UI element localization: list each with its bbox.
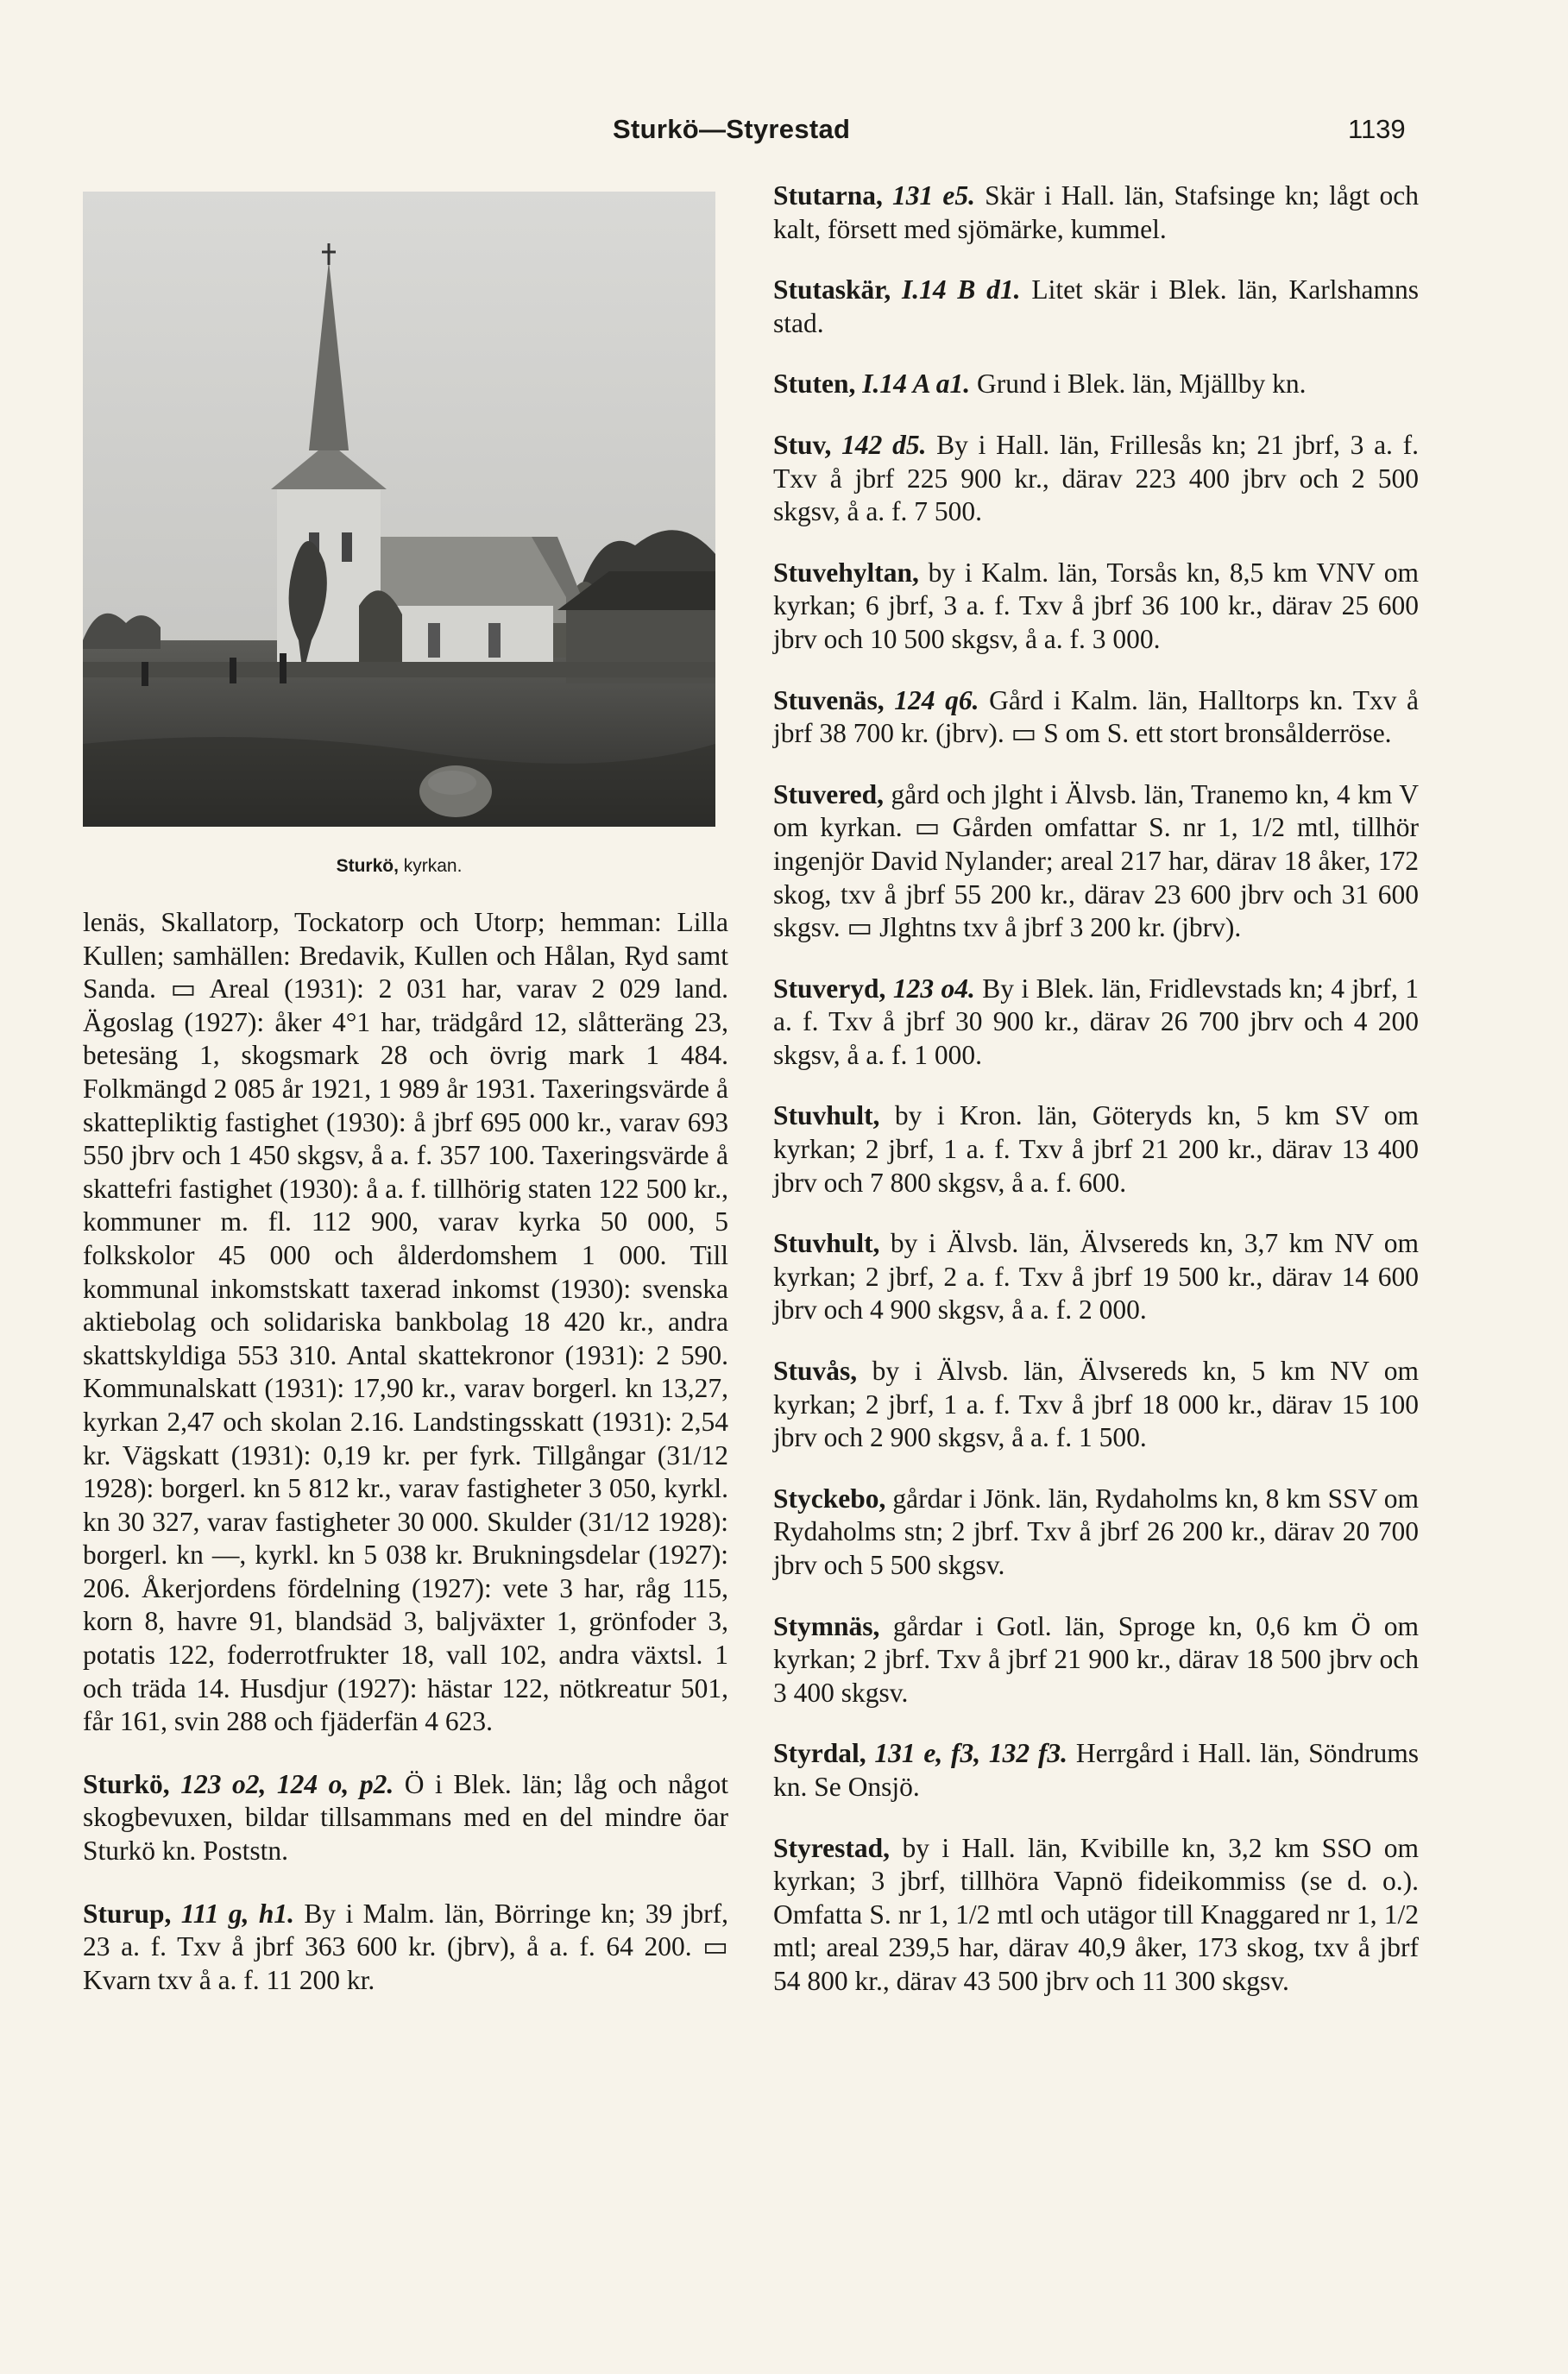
entry-text: Litet skär i Blek. län, Karlshamns stad.: [773, 274, 1420, 338]
caption-place: Sturkö,: [336, 856, 399, 876]
entry-stuvhult-alvsb: [773, 1227, 1419, 1327]
entry-text: Grund i Blek. län, Mjällby kn.: [977, 368, 1307, 400]
caption-subject: kyrkan.: [403, 856, 463, 876]
entry-stuvas: [773, 1355, 1419, 1455]
entry-text: by i Kron. län, Göteryds kn, 5 km SV om kyrkan; 2 jbrf, 1 a. f. Txv å jbrf 21 200 kr., därav 13 400 jbrv och 7 800 skgsv, å a. f. 600.: [773, 1100, 1419, 1198]
left-column: [83, 906, 728, 2026]
entry-headword: Stutaskär,: [773, 274, 891, 305]
entry-styckebo: [773, 1483, 1419, 1583]
entry-text: Herrgård i Hall. län, Söndrums kn. Se Onsjö.: [773, 1738, 1419, 1802]
entry-text: gårdar i Gotl. län, Sproge kn, 0,6 km Ö om kyrkan; 2 jbrf. Txv å jbrf 21 900 kr., därav 18 500 jbrv och 3 400 skgsv.: [773, 1610, 1420, 1708]
entry-map-ref: 111 g, h1.: [180, 1898, 295, 1929]
entry-stuvehyltan: [773, 557, 1419, 657]
page-number: 1139: [1348, 114, 1406, 144]
entry-text: By i Malm. län, Börringe kn; 39 jbrf, 23 a. f. Txv å jbrf 363 600 kr. (jbrv), å a. f. 64 200. ▭ Kvarn txv å a. f. 11 200 kr.: [83, 1898, 728, 1995]
entry-text: by i Kalm. län, Torsås kn, 8,5 km VNV om kyrkan; 6 jbrf, 3 a. f. Txv å jbrf 36 100 kr., därav 25 600 jbrv och 10 500 skgsv, å a. f. 3 000.: [773, 557, 1419, 654]
entry-stuvenas: [773, 684, 1419, 751]
entry-map-ref: 123 o2, 124 o, p2.: [180, 1768, 394, 1799]
entry-stutarna: [773, 179, 1419, 246]
entry-sturup: [83, 1898, 728, 1998]
entry-styrdal: [773, 1737, 1419, 1804]
entry-headword: Stuvered,: [773, 778, 885, 809]
entry-stuvhult-kron: [773, 1099, 1419, 1200]
entry-headword: Stuten,: [773, 368, 856, 400]
church-photograph: [83, 192, 715, 827]
entry-text: Skär i Hall. län, Stafsinge kn; lågt och kalt, försett med sjömärke, kummel.: [773, 180, 1419, 244]
entry-text: Gård i Kalm. län, Halltorps kn. Txv å jbrf 38 700 kr. (jbrv). ▭ S om S. ett stort bronsålderröse.: [773, 684, 1420, 749]
entry-stuten: [773, 368, 1419, 401]
entry-text: gårdar i Jönk. län, Rydaholms kn, 8 km SSV om Rydaholms stn; 2 jbrf. Txv å jbrf 26 200 kr., därav 20 700 jbrv och 5 500 skgsv.: [773, 1483, 1420, 1580]
entry-map-ref: 131 e, f3, 132 f3.: [874, 1738, 1068, 1769]
running-head: Sturkö—Styrestad: [613, 114, 851, 144]
entry-stuveryd: [773, 973, 1419, 1073]
entry-headword: Stuveryd,: [773, 973, 886, 1004]
entry-text: by i Älvsb. län, Älvsereds kn, 3,7 km NV om kyrkan; 2 jbrf, 2 a. f. Txv å jbrf 19 500 kr., därav 14 600 jbrv och 4 900 skgsv, å a. f. 2 000.: [773, 1228, 1419, 1326]
entry-stymnas: [773, 1610, 1419, 1710]
entry-stutaskar: [773, 274, 1419, 340]
entry-map-ref: 123 o4.: [892, 973, 975, 1004]
entry-stuv: [773, 429, 1419, 529]
entry-text: by i Hall. län, Kvibille kn, 3,2 km SSO om kyrkan; 3 jbrf, tillhöra Vapnö fideikommiss (se d. o.). Omfatta S. nr 1, 1/2 mtl och utägor till Knaggared nr 1, 1/2 mtl; areal 239,5 har, därav 40,9 åker, 173 skog, txv å jbrf 54 800 kr., därav 43 500 jbrv och 11 300 skgsv.: [773, 1832, 1420, 1996]
entry-headword: Styckebo,: [773, 1483, 886, 1514]
entry-text: By i Blek. län, Fridlevstads kn; 4 jbrf, 1 a. f. Txv å jbrf 30 900 kr., därav 26 700 jbrv och 4 200 skgsv, å a. f. 1 000.: [773, 973, 1419, 1070]
entry-headword: Sturup,: [83, 1898, 172, 1929]
entry-headword: Stuvås,: [773, 1356, 858, 1387]
entry-headword: Styrestad,: [773, 1832, 891, 1863]
entry-map-ref: 124 q6.: [894, 684, 979, 715]
entry-stuvered: [773, 778, 1419, 945]
page-header: [0, 114, 1568, 157]
entry-headword: Stutarna,: [773, 180, 883, 211]
entry-styrestad: [773, 1832, 1419, 1999]
right-column: [773, 179, 1419, 2026]
continuation-text: lenäs, Skallatorp, Tockatorp och Utorp; hemman: Lilla Kullen; samhällen: Bredavik, Kullen och Hålan, Ryd samt Sanda. ▭ Areal (1931): 2 031 har, varav 2 029 land. Ägoslag (1927): åker 4°1 har, trädgård 12, slåtteräng 23, betesäng 1, skogsmark 28 och övrig mark 1 484. Folkmängd 2 085 år 1921, 1 989 år 1931. Taxeringsvärde å skattepliktig fastighet (1930): å jbrf 695 000 kr., varav 693 550 jbrv och 1 450 skgsv, å a. f. 357 100. Taxeringsvärde å skattefri fastighet (1930): å a. f. tillhörig staten 122 500 kr., kommuner m. fl. 112 900, varav kyrka 50 000, 5 folkskolor 45 000 och ålderdomshem 1 000. Till kommunal inkomstskatt taxerad inkomst (1930): svenska aktiebolag och solidariska bankbolag 18 420 kr., andra skattskyldiga 553 310. Antal skattekronor (1931): 2 590. Kommunalskatt (1931): 17,90 kr., varav borgerl. kn 13,27, kyrkan 2,47 och skolan 2.16. Landstingsskatt (1931): 2,54 kr. Vägskatt (1931): 0,19 kr. per fyrk. Tillgångar (31/12 1928): borgerl. kn 5 812 kr., varav fastigheter 3 050, kyrkl. kn 30 327, varav fastigheter 30 000. Skulder (31/12 1928): borgerl. kn —, kyrkl. kn 5 038 kr. Brukningsdelar (1927): 206. Åkerjordens fördelning (1927): vete 3 har, råg 115, korn 8, havre 91, blandsäd 3, baljväxter 1, grönfoder 3, potatis 122, foderrotfrukter 18, vall 102, andra växtsl. 1 och träda 14. Husdjur (1927): hästar 122, nötkreatur 501, får 161, svin 288 och fjäderfän 4 623.: [83, 907, 728, 1737]
entry-map-ref: I.14 B d1.: [902, 274, 1021, 305]
entry-headword: Sturkö,: [83, 1768, 170, 1799]
entry-headword: Stymnäs,: [773, 1610, 880, 1641]
entry-text: Ö i Blek. län; låg och något skogbevuxen, bildar tillsammans med en del mindre öar Sturkö kn. Poststn.: [83, 1768, 729, 1867]
entry-map-ref: I.14 A a1.: [862, 368, 971, 400]
entry-map-ref: 142 d5.: [841, 429, 927, 460]
entry-headword: Stuvhult,: [773, 1100, 880, 1131]
entry-headword: Stuvhult,: [773, 1228, 880, 1259]
entry-text: gård och jlght i Älvsb. län, Tranemo kn, 4 km V om kyrkan. ▭ Gården omfattar S. nr 1, 1/2 mtl, tillhör ingenjör David Nylander; areal 217 har, därav 18 åker, 172 skog, txv å jbrf 55 200 kr., därav 23 600 jbrv och 31 600 skgsv. ▭ Jlghtns txv å jbrf 3 200 kr. (jbrv).: [773, 778, 1419, 943]
entry-sturko: [83, 1768, 728, 1868]
entry-headword: Styrdal,: [773, 1738, 866, 1769]
entry-headword: Stuv,: [773, 429, 832, 460]
entry-map-ref: 131 e5.: [892, 180, 975, 211]
church-photo-drawing: [83, 192, 715, 827]
entry-headword: Stuvenäs,: [773, 684, 885, 715]
entry-text: By i Hall. län, Frillesås kn; 21 jbrf, 3 a. f. Txv å jbrf 225 900 kr., därav 223 400 jbrv och 2 500 skgsv, å a. f. 7 500.: [773, 429, 1419, 527]
entry-text: by i Älvsb. län, Älvsereds kn, 5 km NV om kyrkan; 2 jbrf, 1 a. f. Txv å jbrf 18 000 kr., därav 15 100 jbrv och 2 900 skgsv, å a. f. 1 500.: [773, 1356, 1420, 1453]
entry-headword: Stuvehyltan,: [773, 557, 919, 588]
figure-caption: [83, 856, 715, 877]
